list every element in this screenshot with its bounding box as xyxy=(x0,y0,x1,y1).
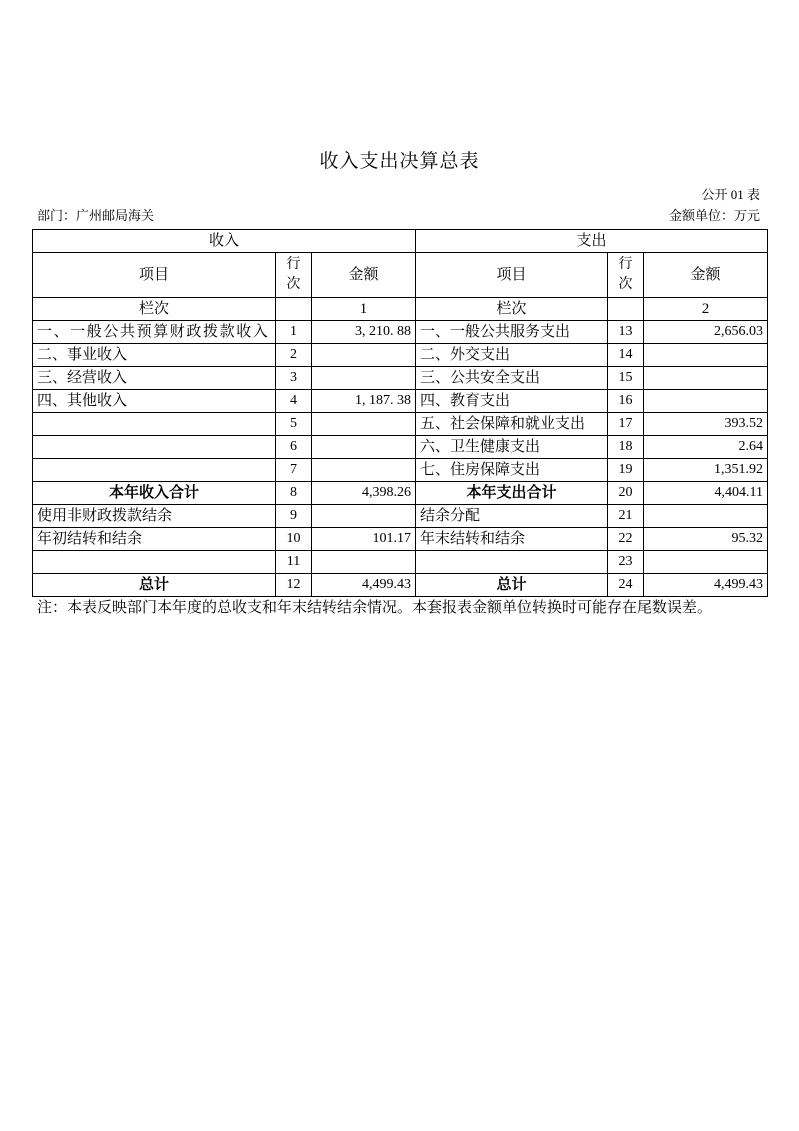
income-total-amount: 4,499.43 xyxy=(312,574,416,597)
expense-column-line-empty xyxy=(608,298,644,321)
expense-item-cell: 一、一般公共服务支出 xyxy=(416,321,608,344)
income-line-cell: 4 xyxy=(276,390,312,413)
income-line-cell: 8 xyxy=(276,482,312,505)
income-line-cell: 11 xyxy=(276,551,312,574)
income-item-cell xyxy=(33,436,276,459)
income-amount-cell xyxy=(312,436,416,459)
income-amount-cell: 1, 187. 38 xyxy=(312,390,416,413)
table-row xyxy=(33,344,768,367)
income-line-cell: 5 xyxy=(276,413,312,436)
income-line-cell: 10 xyxy=(276,528,312,551)
expense-item-cell: 二、外交支出 xyxy=(416,344,608,367)
expense-line-cell: 17 xyxy=(608,413,644,436)
income-item-cell: 一、一般公共预算财政拨款收入 xyxy=(33,321,276,344)
expense-item-cell: 四、教育支出 xyxy=(416,390,608,413)
expense-line-cell: 22 xyxy=(608,528,644,551)
expense-total-amount: 4,499.43 xyxy=(644,574,768,597)
income-item-cell: 使用非财政拨款结余 xyxy=(33,505,276,528)
expense-item-cell: 六、卫生健康支出 xyxy=(416,436,608,459)
income-amount-cell xyxy=(312,505,416,528)
income-amount-cell: 3, 210. 88 xyxy=(312,321,416,344)
expense-subtotal-label: 本年支出合计 xyxy=(416,482,608,505)
income-column-line-empty xyxy=(276,298,312,321)
expense-amount-cell xyxy=(644,367,768,390)
expense-amount-cell: 95.32 xyxy=(644,528,768,551)
income-item-cell: 四、其他收入 xyxy=(33,390,276,413)
income-total-label: 总计 xyxy=(33,574,276,597)
expense-subtotal-amount: 4,404.11 xyxy=(644,482,768,505)
income-amount-cell: 101.17 xyxy=(312,528,416,551)
expense-total-label: 总计 xyxy=(416,574,608,597)
expense-amount-cell: 2.64 xyxy=(644,436,768,459)
income-amount-cell xyxy=(312,551,416,574)
expense-item-cell: 五、社会保障和就业支出 xyxy=(416,413,608,436)
income-line-cell: 7 xyxy=(276,459,312,482)
income-column-number: 1 xyxy=(312,298,416,321)
income-line-cell: 2 xyxy=(276,344,312,367)
income-item-cell: 二、事业收入 xyxy=(33,344,276,367)
expense-item-header: 项目 xyxy=(416,253,608,298)
page-title: 收入支出决算总表 xyxy=(319,151,480,172)
expense-line-header-text: 行次 xyxy=(618,257,633,292)
footnote: 注：本表反映部门本年度的总收支和年末结转结余情况。本套报表金额单位转换时可能存在尾数误差。 xyxy=(37,600,713,616)
table-row xyxy=(33,436,768,459)
expense-amount-cell: 1,351.92 xyxy=(644,459,768,482)
income-line-cell: 6 xyxy=(276,436,312,459)
income-line-cell: 1 xyxy=(276,321,312,344)
income-amount-cell xyxy=(312,367,416,390)
income-amount-cell xyxy=(312,413,416,436)
table-row xyxy=(33,528,768,551)
table-row xyxy=(33,459,768,482)
income-amount-header: 金额 xyxy=(312,253,416,298)
income-line-header xyxy=(276,253,312,298)
expense-line-cell: 20 xyxy=(608,482,644,505)
expense-line-cell: 13 xyxy=(608,321,644,344)
income-item-cell xyxy=(33,551,276,574)
table-row xyxy=(33,551,768,574)
expense-line-cell: 23 xyxy=(608,551,644,574)
summary-table xyxy=(32,229,768,597)
section-header-row xyxy=(33,230,768,253)
income-amount-cell xyxy=(312,344,416,367)
table-row xyxy=(33,505,768,528)
income-item-cell xyxy=(33,459,276,482)
expense-amount-cell xyxy=(644,551,768,574)
amount-unit-label: 金额单位：万元 xyxy=(668,208,760,223)
expense-column-number: 2 xyxy=(644,298,768,321)
column-header-row xyxy=(33,253,768,298)
expense-amount-cell: 2,656.03 xyxy=(644,321,768,344)
income-section-header: 收入 xyxy=(33,230,416,253)
income-item-cell: 三、经营收入 xyxy=(33,367,276,390)
expense-amount-header: 金额 xyxy=(644,253,768,298)
table-row xyxy=(33,390,768,413)
table-code: 公开 01 表 xyxy=(701,187,760,202)
expense-item-cell xyxy=(416,551,608,574)
expense-line-cell: 15 xyxy=(608,367,644,390)
grand-total-row xyxy=(33,574,768,597)
expense-amount-cell: 393.52 xyxy=(644,413,768,436)
expense-line-cell: 14 xyxy=(608,344,644,367)
income-line-cell: 3 xyxy=(276,367,312,390)
expense-amount-cell xyxy=(644,344,768,367)
expense-item-cell: 结余分配 xyxy=(416,505,608,528)
expense-amount-cell xyxy=(644,390,768,413)
income-item-cell: 年初结转和结余 xyxy=(33,528,276,551)
income-amount-cell xyxy=(312,459,416,482)
table-row xyxy=(33,413,768,436)
expense-line-cell: 19 xyxy=(608,459,644,482)
income-line-header-text: 行次 xyxy=(286,257,301,292)
table-row xyxy=(33,321,768,344)
expense-line-cell: 16 xyxy=(608,390,644,413)
income-column-label: 栏次 xyxy=(33,298,276,321)
income-item-cell xyxy=(33,413,276,436)
income-subtotal-label: 本年收入合计 xyxy=(33,482,276,505)
income-item-header: 项目 xyxy=(33,253,276,298)
column-number-row xyxy=(33,298,768,321)
expense-line-header xyxy=(608,253,644,298)
income-line-cell: 12 xyxy=(276,574,312,597)
expense-line-cell: 18 xyxy=(608,436,644,459)
expense-section-header: 支出 xyxy=(416,230,768,253)
expense-line-cell: 24 xyxy=(608,574,644,597)
expense-amount-cell xyxy=(644,505,768,528)
income-line-cell: 9 xyxy=(276,505,312,528)
subtotal-row xyxy=(33,482,768,505)
expense-column-label: 栏次 xyxy=(416,298,608,321)
expense-item-cell: 七、住房保障支出 xyxy=(416,459,608,482)
department-label: 部门：广州邮局海关 xyxy=(37,208,155,223)
expense-item-cell: 三、公共安全支出 xyxy=(416,367,608,390)
expense-item-cell: 年末结转和结余 xyxy=(416,528,608,551)
income-subtotal-amount: 4,398.26 xyxy=(312,482,416,505)
expense-line-cell: 21 xyxy=(608,505,644,528)
table-row xyxy=(33,367,768,390)
